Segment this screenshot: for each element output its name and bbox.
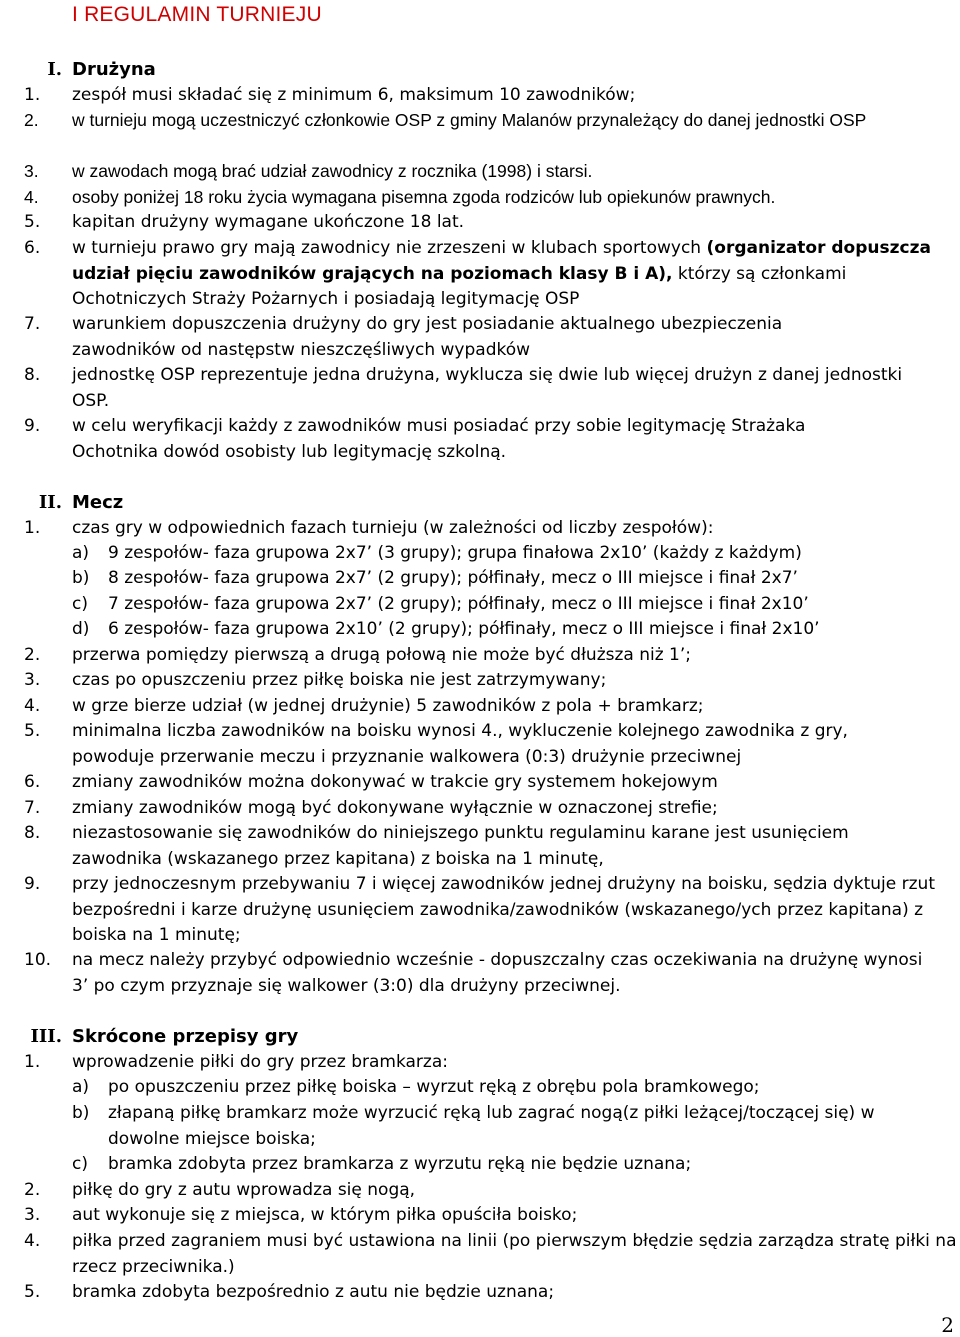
item-number: 8. [24,365,41,385]
item-text: minimalna liczba zawodników na boisku wynosi 4., wykluczenie kolejnego zawodnika z gry, powoduje przerwanie meczu i przyznanie walkowera (0:3) drużynie przeciwnej [72,721,848,767]
sub-item [72,1101,943,1152]
section-number: III. [30,1026,62,1047]
list-item [24,516,952,542]
item-number: 1. [24,85,41,105]
list-item [24,236,952,313]
section-title: Mecz [72,492,124,513]
item-number: 6. [24,238,41,258]
list-item [24,948,932,999]
list-item [24,414,882,465]
sub-item-letter: b) [72,568,90,588]
item-text: niezastosowanie się zawodników do niniejszego punktu regulaminu karane jest usunięciem zawodnika (wskazanego przez kapitana) z boiska na 1 minutę, [72,823,849,869]
sub-item-letter: a) [72,543,90,563]
sub-item-letter: b) [72,1103,90,1123]
item-number: 5. [24,212,41,232]
section-title: Drużyna [72,59,156,80]
list-item [24,1280,952,1306]
list-item [24,312,872,363]
section-title: Skrócone przepisy gry [72,1026,299,1047]
list-item [24,770,952,796]
item-text: czas po opuszczeniu przez piłkę boiska nie jest zatrzymywany; [72,670,607,690]
item-text: aut wykonuje się z miejsca, w którym piłka opuściła boisko; [72,1205,578,1225]
item-number: 2. [24,645,41,665]
item-number: 8. [24,823,41,843]
item-number: 3. [24,670,41,690]
sub-item-text: 6 zespołów- faza grupowa 2x10’ (2 grupy); półfinały, mecz o III miejsce i finał 2x10’ [108,619,820,639]
list-item [24,185,952,211]
item-number: 5. [24,721,41,741]
item-number: 7. [24,314,41,334]
list-item [24,159,952,185]
sub-item-text: bramka zdobyta przez bramkarza z wyrzutu ręką nie będzie uznana; [108,1154,692,1174]
item-number: 2. [24,1180,41,1200]
item-number: 7. [24,798,41,818]
item-number: 1. [24,518,41,538]
list-item [24,643,952,669]
item-text: w turnieju prawo gry mają zawodnicy nie zrzeszeni w klubach sportowych [72,238,707,258]
item-number: 9. [24,416,41,436]
item-text: na mecz należy przybyć odpowiednio wcześnie - dopuszczalny czas oczekiwania na drużynę wynosi 3’ po czym przyznaje się walkower (3:0) dla drużyny przeciwnej. [72,950,923,996]
item-number: 6. [24,772,41,792]
page-number: 2 [941,1313,954,1337]
list-item [24,1203,952,1229]
sub-item-text: złapaną piłkę bramkarz może wyrzucić ręką lub zagrać nogą(z piłki leżącej/toczącej się) w dowolne miejsce boiska; [108,1103,875,1149]
list-item [24,108,892,134]
item-text: w celu weryfikacji każdy z zawodników musi posiadać przy sobie legitymację Strażaka Ochotnika dowód osobisty lub legitymację szkolną. [72,416,806,462]
sub-item-text: 7 zespołów- faza grupowa 2x7’ (2 grupy); półfinały, mecz o III miejsce i finał 2x10’ [108,594,809,614]
sub-item [72,1152,958,1178]
list-item [24,668,952,694]
item-number: 5. [24,1282,41,1302]
item-number: 3. [24,1205,41,1225]
list-item [24,1178,952,1204]
item-text: kapitan drużyny wymagane ukończone 18 lat. [72,212,465,232]
item-text: w zawodach mogą brać udział zawodnicy z rocznika (1998) i starsi. [72,161,593,181]
section-heading [38,490,124,515]
list-item [24,719,902,770]
item-text: osoby poniżej 18 roku życia wymagana pisemna zgoda rodziców lub opiekunów prawnych. [72,187,776,207]
item-number: 10. [24,950,52,970]
item-text: piłkę do gry z autu wprowadza się nogą, [72,1180,416,1200]
section-heading [30,1024,299,1049]
list-item [24,210,952,236]
item-number: 4. [24,1231,41,1251]
item-number: 3. [24,161,39,181]
item-text: którzy są członkami Ochotniczych Straży Pożarnych i posiadają legitymację OSP [72,263,847,309]
item-text: zespół musi składać się z minimum 6, maksimum 10 zawodników; [72,85,636,105]
item-number: 9. [24,874,41,894]
item-text: jednostkę OSP reprezentuje jedna drużyna, wyklucza się dwie lub więcej drużyn z danej jednostki OSP. [72,365,903,411]
item-text: wprowadzenie piłki do gry przez bramkarza: [72,1052,448,1072]
list-item [24,821,922,872]
document-title: I REGULAMIN TURNIEJU [72,3,322,26]
sub-item-letter: a) [72,1077,90,1097]
sub-item-letter: d) [72,619,90,639]
list-item [24,1050,952,1076]
sub-item [72,566,958,592]
sub-item-letter: c) [72,594,88,614]
list-item [24,83,952,109]
sub-item-text: 9 zespołów- faza grupowa 2x7’ (3 grupy); grupa finałowa 2x10’ (każdy z każdym) [108,543,802,563]
item-text: piłka przed zagraniem musi być ustawiona na linii (po pierwszym błędzie sędzia zarządza stratę piłki na rzecz przeciwnika.) [72,1231,957,1277]
item-text: zmiany zawodników mogą być dokonywane wyłącznie w oznaczonej strefie; [72,798,718,818]
item-number: 4. [24,696,41,716]
sub-item [72,617,958,643]
item-text: przy jednoczesnym przebywaniu 7 i więcej zawodników jednej drużyny na boisku, sędzia dyktuje rzut bezpośredni i karze drużynę usunięciem zawodnika/zawodników (wskazanego/ych przez kapitana) z boiska na 1 minutę; [72,874,935,945]
item-text: w grze bierze udział (w jednej drużynie) 5 zawodników z pola + bramkarz; [72,696,704,716]
list-item [24,1229,958,1280]
item-text: zmiany zawodników można dokonywać w trakcie gry systemem hokejowym [72,772,718,792]
item-text: przerwa pomiędzy pierwszą a drugą połową nie może być dłuższa niż 1’; [72,645,691,665]
section-number: II. [38,492,62,513]
sub-item [72,1075,958,1101]
item-text-bold: (organizator dopuszcza udział pięciu zawodników grających na poziomach klasy B i A), [72,238,931,284]
sub-item [72,541,958,567]
list-item [24,796,952,822]
sub-item [72,592,958,618]
section-heading [47,57,156,82]
list-item [24,872,958,949]
section-number: I. [47,59,62,80]
item-number: 1. [24,1052,41,1072]
list-item [24,694,952,720]
item-text: warunkiem dopuszczenia drużyny do gry jest posiadanie aktualnego ubezpieczenia zawodników od następstw nieszczęśliwych wypadków [72,314,783,360]
list-item [24,363,912,414]
item-number: 2. [24,110,39,130]
sub-item-text: po opuszczeniu przez piłkę boiska – wyrzut ręką z obrębu pola bramkowego; [108,1077,760,1097]
item-text: bramka zdobyta bezpośrednio z autu nie będzie uznana; [72,1282,555,1302]
item-text: w turnieju mogą uczestniczyć członkowie OSP z gminy Malanów przynależący do danej jednostki OSP [72,110,867,130]
item-number: 4. [24,187,39,207]
sub-item-text: 8 zespołów- faza grupowa 2x7’ (2 grupy); półfinały, mecz o III miejsce i finał 2x7’ [108,568,798,588]
sub-item-letter: c) [72,1154,88,1174]
item-text: czas gry w odpowiednich fazach turnieju (w zależności od liczby zespołów): [72,518,714,538]
